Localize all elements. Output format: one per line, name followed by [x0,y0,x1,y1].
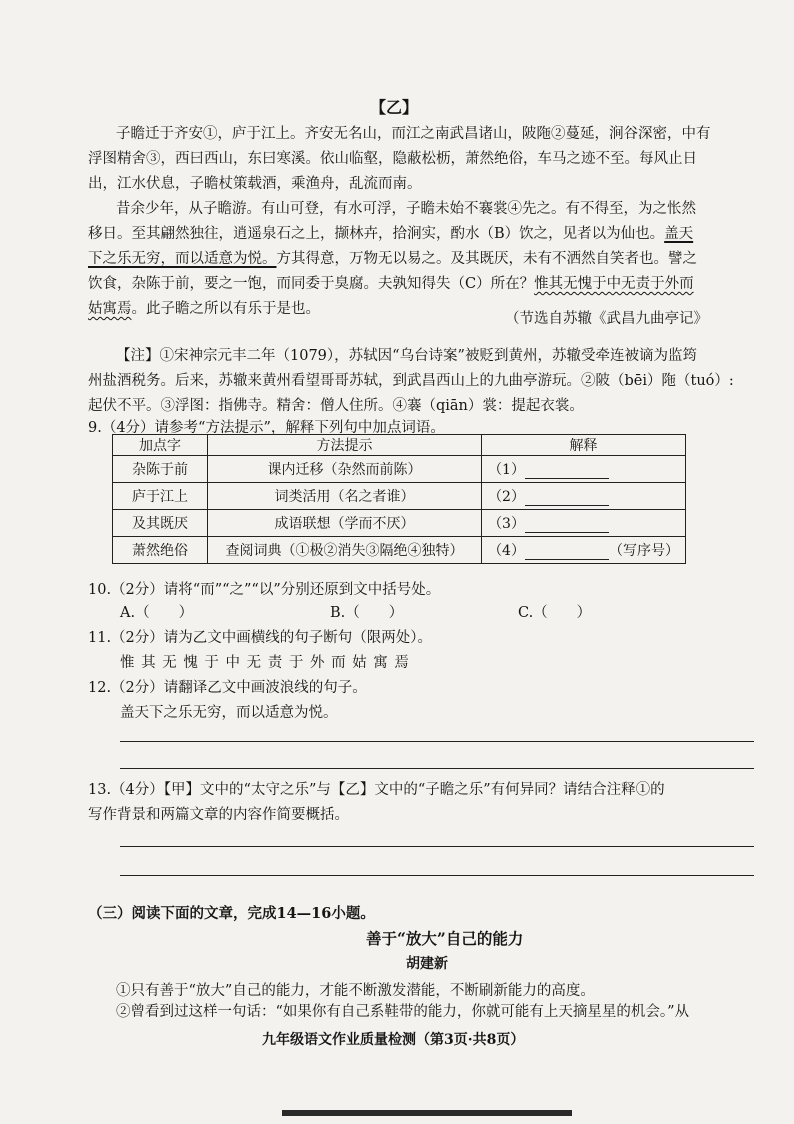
passage-line [88,274,694,294]
answer-line[interactable] [120,846,754,847]
note-line: 起伏不平。③浮图：指佛寺。精舍：僧人住所。④褰（qiān）裳：提起衣裳。 [88,398,584,414]
passage-line [88,299,320,319]
answer-line[interactable] [120,768,754,769]
passage-text: 移日。至其翩然独往，逍遥泉石之上，撷林卉，拾涧实，酌水（B）饮之，见者以为仙也。 [88,226,665,242]
q10-option-c[interactable]: C.（ ） [518,605,592,621]
answer-number: （4） [488,543,525,559]
table-cell-word: 及其既厌 [113,510,208,537]
table-cell-word: 庐于江上 [113,483,208,510]
answer-blank[interactable] [525,518,609,533]
answer-cell[interactable] [482,510,686,537]
table-cell-hint: 成语联想（学而不厌） [207,510,481,537]
passage-line [88,224,693,244]
answer-blank[interactable] [525,491,609,506]
answer-number: （1） [488,462,525,478]
article-paragraph: ②曾看到过这样一句话：“如果你有自己系鞋带的能力，你就可能有上天摘星星的机会。”从 [116,1004,690,1020]
passage-line: 出，江水伏息，子瞻杖策载酒，乘渔舟，乱流而南。 [88,176,422,192]
wavy-underlined-sentence: 姑寓焉 [88,301,132,317]
wavy-underlined-sentence: 惟其无愧于中无责于外而 [534,276,694,292]
table-header: 方法提示 [207,435,481,456]
q10-option-b[interactable]: B.（ ） [330,605,404,621]
question-12: 12.（2分）请翻译乙文中画波浪线的句子。 [88,680,367,696]
question-11: 11.（2分）请为乙文中画横线的句子断句（限两处）。 [88,630,433,646]
answer-number: （3） [488,516,525,532]
passage-text: 。此子瞻之所以有乐于是也。 [131,301,320,317]
answer-hint: （写序号） [608,543,679,559]
underlined-sentence: 下之乐无穷，而以适意为悦。 [88,251,277,267]
table-row [113,483,686,510]
passage-line [88,249,697,269]
q11-sentence[interactable]: 惟 其 无 愧 于 中 无 责 于 外 而 姑 寓 焉 [120,655,410,671]
passage-text: 方其得意，万物无以易之。及其既厌，未有不洒然自笑者也。譬之 [276,251,697,267]
q10-option-a[interactable]: A.（ ） [120,605,194,621]
table-header: 加点字 [113,435,208,456]
article-paragraph: ①只有善于“放大”自己的能力，才能不断激发潜能，不断刷新能力的高度。 [116,983,595,999]
table-cell-word: 杂陈于前 [113,456,208,483]
question-10: 10.（2分）请将“而”“之”“以”分别还原到文中括号处。 [88,582,441,598]
question-13-cont: 写作背景和两篇文章的内容作简要概括。 [88,807,349,823]
table-row [113,510,686,537]
answer-blank[interactable] [525,545,609,560]
passage-line: 浮图精舍③，西曰西山，东曰寒溪。依山临壑，隐蔽松枥，萧然绝俗，车马之迹不至。每风止日 [88,151,697,167]
bleed-through-text [90,92,493,111]
passage-line: 昔余少年，从子瞻游。有山可登，有水可浮，子瞻未始不褰裳④先之。有不得至，为之怅然 [116,201,696,217]
underlined-sentence: 盖天 [664,226,694,242]
table-cell-hint: 课内迁移（杂然而前陈） [207,456,481,483]
section-yi-title: 【乙】 [370,98,419,117]
question-9: 9.（4分）请参考“方法提示”，解释下列句中加点词语。 [88,420,445,436]
page-footer: 九年级语文作业质量检测（第3页·共8页） [262,1032,525,1048]
answer-line[interactable] [120,741,754,742]
question-13: 13.（4分）【甲】文中的“太守之乐”与【乙】文中的“子瞻之乐”有何异同？请结合注释①的 [88,782,665,798]
table-cell-hint: 查阅词典（①极②消失③隔绝④独特） [207,537,481,564]
answer-cell[interactable] [482,456,686,483]
note-line: 【注】①宋神宗元丰二年（1079），苏轼因“乌台诗案”被贬到黄州，苏辙受牵连被谪为监筠 [116,348,697,364]
table-row [113,456,686,483]
article-author: 胡建新 [406,956,448,972]
answer-cell[interactable] [482,483,686,510]
answer-line[interactable] [120,875,754,876]
section-3-heading: （三）阅读下面的文章，完成14—16小题。 [88,905,375,922]
bottom-bar [282,1110,572,1116]
table-header: 解释 [482,435,686,456]
passage-line: 子瞻迁于齐安①，庐于江上。齐安无名山，而江之南武昌诸山，陂陁②蔓延，涧谷深密，中有 [116,126,711,142]
q12-sentence: 盖天下之乐无穷，而以适意为悦。 [120,705,338,721]
note-line: 州盐酒税务。后来，苏辙来黄州看望哥哥苏轼，到武昌西山上的九曲亭游玩。②陂（bēi）陁（tuó）: [88,373,734,389]
passage-source: （节选自苏辙《武昌九曲亭记》 [505,311,708,327]
article-title: 善于“放大”自己的能力 [366,929,524,948]
passage-text: 饮食，杂陈于前，要之一饱，而同委于臭腐。夫孰知得失（C）所在？ [88,276,535,292]
answer-number: （2） [488,489,525,505]
answer-cell[interactable] [482,537,686,564]
table-cell-hint: 词类活用（名之者谁） [207,483,481,510]
table-cell-word: 萧然绝俗 [113,537,208,564]
table-row [113,537,686,564]
answer-blank[interactable] [525,464,609,479]
method-table [112,434,686,564]
